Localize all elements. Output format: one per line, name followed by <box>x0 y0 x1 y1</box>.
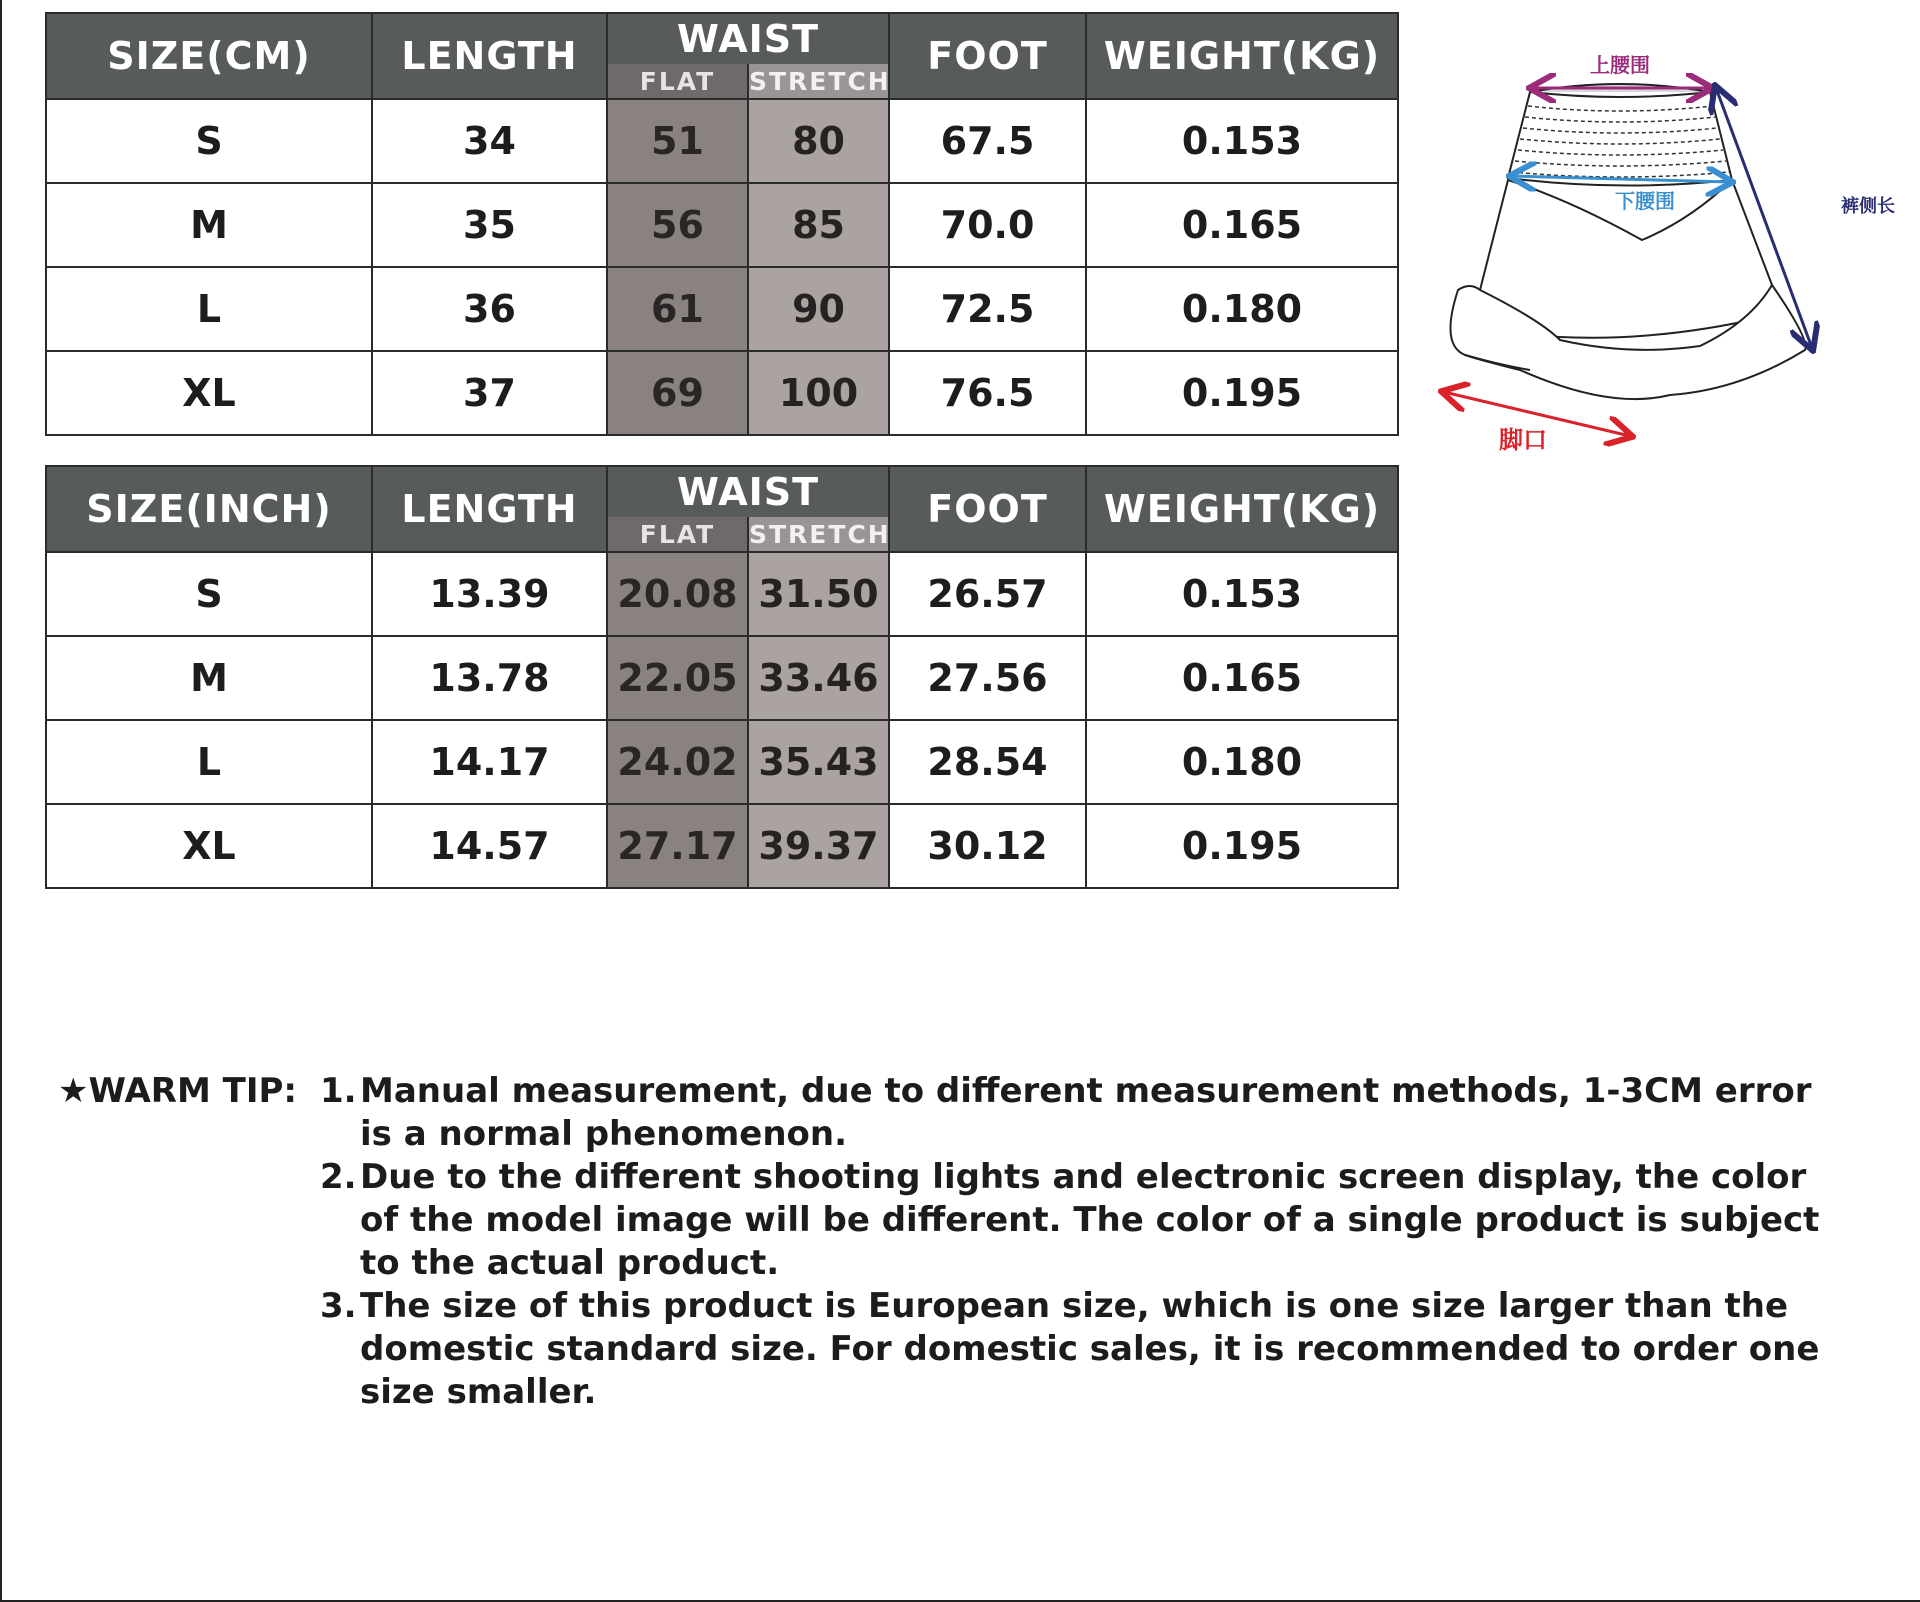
cell-weight: 0.153 <box>1086 552 1398 636</box>
table-row <box>46 183 1398 267</box>
cell-weight: 0.180 <box>1086 267 1398 351</box>
label-hem: 脚口 <box>1499 426 1547 454</box>
header-length: LENGTH <box>372 13 607 99</box>
cell-weight: 0.153 <box>1086 99 1398 183</box>
cell-foot: 72.5 <box>889 267 1086 351</box>
header-waist-flat: FLAT <box>607 517 748 552</box>
label-lower-waist: 下腰围 <box>1615 189 1675 213</box>
cell-size: M <box>46 636 372 720</box>
cell-length: 35 <box>372 183 607 267</box>
skirt-measurement-diagram <box>1420 50 1920 470</box>
cell-waist-stretch: 31.50 <box>748 552 889 636</box>
cell-weight: 0.180 <box>1086 720 1398 804</box>
cell-foot: 30.12 <box>889 804 1086 888</box>
cell-waist-stretch: 85 <box>748 183 889 267</box>
cell-waist-stretch: 90 <box>748 267 889 351</box>
cell-weight: 0.165 <box>1086 183 1398 267</box>
cell-foot: 67.5 <box>889 99 1086 183</box>
cell-length: 13.78 <box>372 636 607 720</box>
cell-size: S <box>46 552 372 636</box>
cell-waist-stretch: 39.37 <box>748 804 889 888</box>
cell-foot: 27.56 <box>889 636 1086 720</box>
table-row <box>46 351 1398 435</box>
header-waist-stretch: STRETCH <box>748 517 889 552</box>
warm-tip-item <box>320 1070 1840 1156</box>
header-waist-stretch: STRETCH <box>748 64 889 99</box>
cell-foot: 70.0 <box>889 183 1086 267</box>
cell-weight: 0.165 <box>1086 636 1398 720</box>
cell-length: 14.57 <box>372 804 607 888</box>
table-row <box>46 267 1398 351</box>
cell-size: S <box>46 99 372 183</box>
cell-length: 37 <box>372 351 607 435</box>
label-upper-waist: 上腰围 <box>1590 53 1650 77</box>
cell-length: 34 <box>372 99 607 183</box>
table-row <box>46 99 1398 183</box>
skirt-drawing <box>1450 84 1805 399</box>
cell-weight: 0.195 <box>1086 804 1398 888</box>
header-foot: FOOT <box>889 13 1086 99</box>
header-weight: WEIGHT(KG) <box>1086 466 1398 552</box>
warm-tip-number: 3. <box>320 1286 357 1326</box>
table-row <box>46 804 1398 888</box>
cell-waist-stretch: 100 <box>748 351 889 435</box>
cell-size: L <box>46 720 372 804</box>
warm-tip-number: 1. <box>320 1071 357 1111</box>
warm-tip-text: The size of this product is European size, which is one size larger than the domestic standard size. For domestic sales, it is recommended to order one size smaller. <box>360 1286 1820 1412</box>
cell-size: XL <box>46 804 372 888</box>
table-row <box>46 636 1398 720</box>
warm-tip-label: ★WARM TIP: <box>58 1071 297 1111</box>
cell-length: 36 <box>372 267 607 351</box>
warm-tip-text: Manual measurement, due to different measurement methods, 1-3CM error is a normal phenomenon. <box>360 1071 1812 1154</box>
cell-waist-flat: 22.05 <box>607 636 748 720</box>
table-row <box>46 552 1398 636</box>
size-table-inch <box>45 465 1399 889</box>
cell-size: XL <box>46 351 372 435</box>
cell-foot: 76.5 <box>889 351 1086 435</box>
cell-waist-flat: 56 <box>607 183 748 267</box>
cell-size: L <box>46 267 372 351</box>
cell-foot: 28.54 <box>889 720 1086 804</box>
warm-tip-number: 2. <box>320 1157 357 1197</box>
header-length: LENGTH <box>372 466 607 552</box>
header-size: SIZE(INCH) <box>46 466 372 552</box>
cell-size: M <box>46 183 372 267</box>
cell-waist-flat: 20.08 <box>607 552 748 636</box>
header-waist: WAIST <box>607 13 889 64</box>
table-row <box>46 720 1398 804</box>
size-table-cm <box>45 12 1399 436</box>
cell-length: 13.39 <box>372 552 607 636</box>
cell-waist-stretch: 35.43 <box>748 720 889 804</box>
label-side-length: 裤侧长 <box>1841 196 1895 217</box>
warm-tip-item <box>320 1156 1840 1285</box>
cell-waist-flat: 51 <box>607 99 748 183</box>
cell-weight: 0.195 <box>1086 351 1398 435</box>
cell-waist-stretch: 33.46 <box>748 636 889 720</box>
cell-waist-flat: 27.17 <box>607 804 748 888</box>
cell-foot: 26.57 <box>889 552 1086 636</box>
cell-waist-flat: 61 <box>607 267 748 351</box>
header-waist: WAIST <box>607 466 889 517</box>
warm-tip-item <box>320 1285 1840 1414</box>
header-size: SIZE(CM) <box>46 13 372 99</box>
cell-waist-flat: 69 <box>607 351 748 435</box>
header-waist-flat: FLAT <box>607 64 748 99</box>
header-foot: FOOT <box>889 466 1086 552</box>
cell-waist-flat: 24.02 <box>607 720 748 804</box>
cell-length: 14.17 <box>372 720 607 804</box>
cell-waist-stretch: 80 <box>748 99 889 183</box>
header-weight: WEIGHT(KG) <box>1086 13 1398 99</box>
warm-tip-text: Due to the different shooting lights and electronic screen display, the color of the model image will be different. The color of a single product is subject to the actual product. <box>360 1157 1820 1283</box>
